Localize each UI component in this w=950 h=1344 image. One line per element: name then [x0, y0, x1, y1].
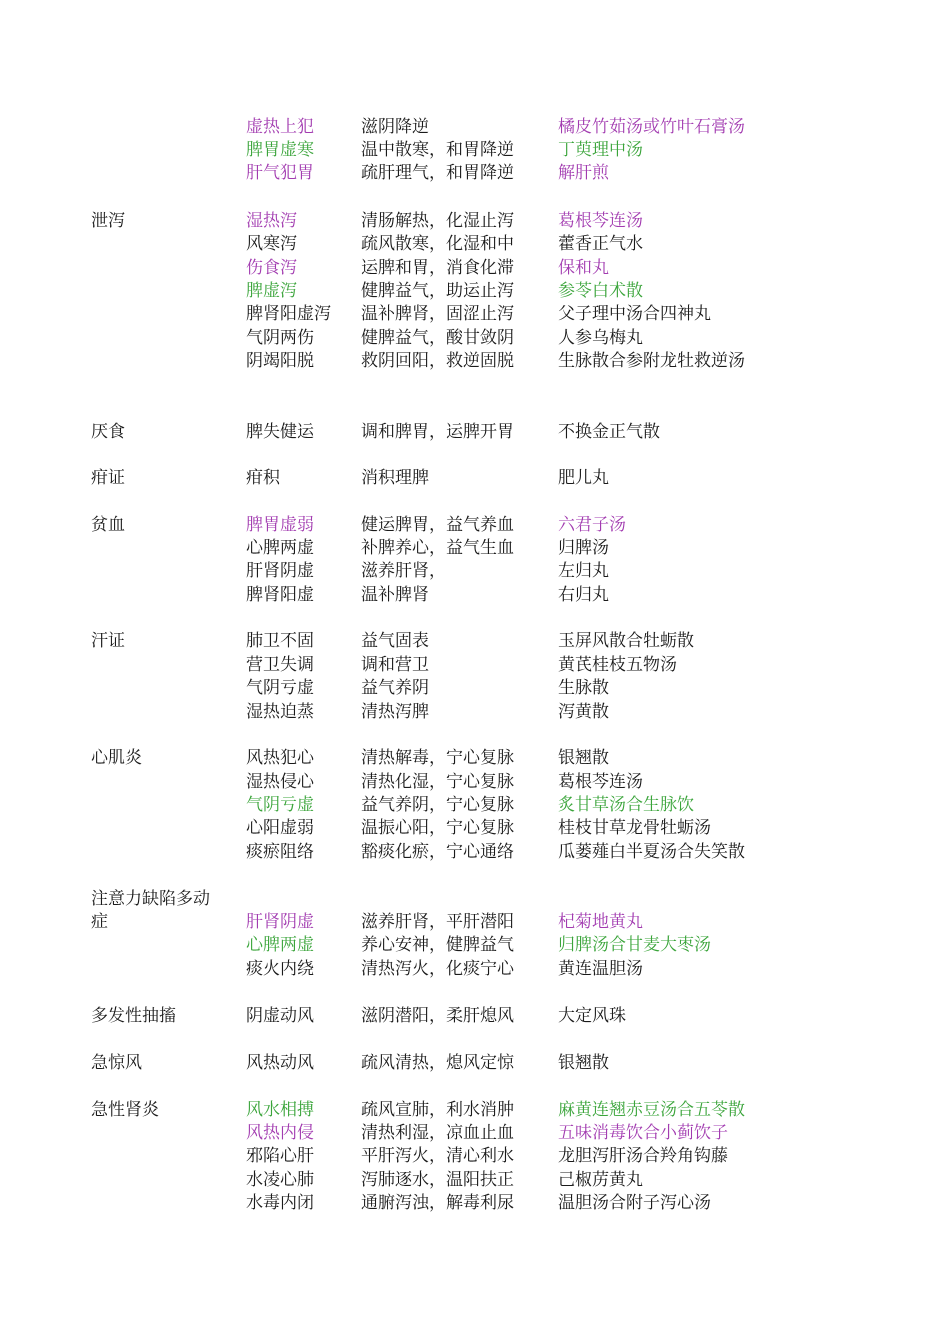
formula-name: 银翘散 [558, 1053, 609, 1073]
treatment-principle: 健脾益气，助运止泻 [361, 281, 514, 301]
table-row [0, 771, 950, 794]
formula-name: 参苓白术散 [558, 281, 643, 301]
disease-name: 急性肾炎 [91, 1100, 159, 1120]
treatment-principle: 救阴回阳，救逆固脱 [361, 351, 514, 371]
table-row [0, 630, 950, 653]
table-row [0, 537, 950, 560]
syndrome-type: 疳积 [246, 468, 280, 488]
table-row [0, 1169, 950, 1192]
syndrome-type: 风热动风 [246, 1053, 314, 1073]
syndrome-type: 湿热迫蒸 [246, 702, 314, 722]
syndrome-type: 阴虚动风 [246, 1006, 314, 1026]
syndrome-type: 心阳虚弱 [246, 818, 314, 838]
syndrome-type: 脾胃虚弱 [246, 515, 314, 535]
syndrome-type: 肺卫不固 [246, 631, 314, 651]
formula-name: 桂枝甘草龙骨牡蛎汤 [558, 818, 711, 838]
formula-name: 龙胆泻肝汤合羚角钩藤 [558, 1146, 728, 1166]
table-row [0, 817, 950, 840]
table-row [0, 1099, 950, 1122]
table-row [0, 958, 950, 981]
syndrome-type: 脾失健运 [246, 422, 314, 442]
syndrome-type: 气阴亏虚 [246, 795, 314, 815]
treatment-principle: 泻肺逐水，温阳扶正 [361, 1170, 514, 1190]
table-row [0, 1145, 950, 1168]
formula-name: 六君子汤 [558, 515, 626, 535]
treatment-principle: 疏风散寒，化湿和中 [361, 234, 514, 254]
syndrome-type: 湿热侵心 [246, 772, 314, 792]
table-row [0, 162, 950, 185]
table-row [0, 701, 950, 724]
table-row [0, 654, 950, 677]
formula-name: 右归丸 [558, 585, 609, 605]
treatment-principle: 滋养肝肾， [361, 561, 446, 581]
treatment-principle: 益气养阴，宁心复脉 [361, 795, 514, 815]
table-row [0, 421, 950, 444]
formula-name: 麻黄连翘赤豆汤合五苓散 [558, 1100, 745, 1120]
formula-name: 银翘散 [558, 748, 609, 768]
table-row [0, 747, 950, 770]
syndrome-type: 风热犯心 [246, 748, 314, 768]
table-row [0, 841, 950, 864]
syndrome-type: 虚热上犯 [246, 117, 314, 137]
treatment-principle: 健运脾胃，益气养血 [361, 515, 514, 535]
syndrome-type: 营卫失调 [246, 655, 314, 675]
table-row [0, 584, 950, 607]
table-row [0, 116, 950, 139]
syndrome-type: 痰瘀阻络 [246, 842, 314, 862]
syndrome-type: 肝气犯胃 [246, 163, 314, 183]
table-row [0, 888, 950, 911]
syndrome-type: 阴竭阳脱 [246, 351, 314, 371]
treatment-principle: 滋阴潜阳，柔肝熄风 [361, 1006, 514, 1026]
formula-name: 藿香正气水 [558, 234, 643, 254]
table-row [0, 1192, 950, 1215]
table-row [0, 139, 950, 162]
formula-name: 橘皮竹茹汤或竹叶石膏汤 [558, 117, 745, 137]
table-row [0, 911, 950, 934]
treatment-principle: 温振心阳，宁心复脉 [361, 818, 514, 838]
treatment-principle: 豁痰化瘀，宁心通络 [361, 842, 514, 862]
treatment-principle: 平肝泻火，清心利水 [361, 1146, 514, 1166]
disease-name: 泄泻 [91, 211, 125, 231]
table-row [0, 467, 950, 490]
table-row [0, 560, 950, 583]
table-row [0, 233, 950, 256]
formula-name: 玉屏风散合牡蛎散 [558, 631, 694, 651]
treatment-principle: 滋阴降逆 [361, 117, 429, 137]
formula-name: 炙甘草汤合生脉饮 [558, 795, 694, 815]
syndrome-type: 气阴亏虚 [246, 678, 314, 698]
treatment-principle: 清肠解热，化湿止泻 [361, 211, 514, 231]
treatment-principle: 消积理脾 [361, 468, 429, 488]
formula-name: 大定风珠 [558, 1006, 626, 1026]
disease-name: 贫血 [91, 515, 125, 535]
syndrome-type: 气阴两伤 [246, 328, 314, 348]
table-row [0, 257, 950, 280]
disease-name: 急惊风 [91, 1053, 142, 1073]
syndrome-type: 脾胃虚寒 [246, 140, 314, 160]
syndrome-type: 肝肾阴虚 [246, 561, 314, 581]
table-row [0, 280, 950, 303]
syndrome-type: 肝肾阴虚 [246, 912, 314, 932]
table-row [0, 677, 950, 700]
treatment-principle: 疏风清热，熄风定惊 [361, 1053, 514, 1073]
treatment-principle: 调和营卫 [361, 655, 429, 675]
formula-name: 生脉散合参附龙牡救逆汤 [558, 351, 745, 371]
treatment-principle: 清热解毒，宁心复脉 [361, 748, 514, 768]
formula-name: 泻黄散 [558, 702, 609, 722]
formula-name: 父子理中汤合四神丸 [558, 304, 711, 324]
disease-name: 心肌炎 [91, 748, 142, 768]
table-row [0, 1005, 950, 1028]
treatment-principle: 疏风宣肺，利水消肿 [361, 1100, 514, 1120]
syndrome-type: 痰火内绕 [246, 959, 314, 979]
table-row [0, 794, 950, 817]
syndrome-type: 邪陷心肝 [246, 1146, 314, 1166]
formula-name: 葛根芩连汤 [558, 211, 643, 231]
syndrome-type: 水凌心肺 [246, 1170, 314, 1190]
syndrome-type: 脾肾阳虚泻 [246, 304, 331, 324]
table-row [0, 934, 950, 957]
treatment-principle: 清热利湿，凉血止血 [361, 1123, 514, 1143]
syndrome-type: 脾虚泻 [246, 281, 297, 301]
formula-name: 保和丸 [558, 258, 609, 278]
syndrome-type: 风寒泻 [246, 234, 297, 254]
syndrome-type: 风水相搏 [246, 1100, 314, 1120]
disease-name: 症 [91, 912, 108, 932]
treatment-principle: 补脾养心，益气生血 [361, 538, 514, 558]
formula-name: 葛根芩连汤 [558, 772, 643, 792]
treatment-principle: 温补脾肾 [361, 585, 429, 605]
formula-name: 不换金正气散 [558, 422, 660, 442]
formula-name: 杞菊地黄丸 [558, 912, 643, 932]
formula-name: 左归丸 [558, 561, 609, 581]
disease-name: 多发性抽搐 [91, 1006, 176, 1026]
treatment-principle: 疏肝理气，和胃降逆 [361, 163, 514, 183]
formula-name: 肥儿丸 [558, 468, 609, 488]
formula-name: 丁萸理中汤 [558, 140, 643, 160]
formula-name: 人参乌梅丸 [558, 328, 643, 348]
treatment-principle: 滋养肝肾，平肝潜阳 [361, 912, 514, 932]
treatment-principle: 运脾和胃，消食化滞 [361, 258, 514, 278]
formula-name: 黄连温胆汤 [558, 959, 643, 979]
table-row [0, 303, 950, 326]
treatment-principle: 健脾益气，酸甘敛阴 [361, 328, 514, 348]
formula-name: 五味消毒饮合小蓟饮子 [558, 1123, 728, 1143]
treatment-principle: 清热泻脾 [361, 702, 429, 722]
syndrome-type: 伤食泻 [246, 258, 297, 278]
treatment-principle: 清热化湿，宁心复脉 [361, 772, 514, 792]
treatment-principle: 益气固表 [361, 631, 429, 651]
table-row [0, 350, 950, 373]
disease-name: 疳证 [91, 468, 125, 488]
syndrome-type: 脾肾阳虚 [246, 585, 314, 605]
syndrome-type: 心脾两虚 [246, 538, 314, 558]
table-row [0, 514, 950, 537]
table-row [0, 327, 950, 350]
formula-name: 瓜蒌薤白半夏汤合失笑散 [558, 842, 745, 862]
syndrome-type: 风热内侵 [246, 1123, 314, 1143]
syndrome-type: 湿热泻 [246, 211, 297, 231]
table-row [0, 210, 950, 233]
table-row [0, 1052, 950, 1075]
syndrome-type: 水毒内闭 [246, 1193, 314, 1213]
treatment-principle: 养心安神，健脾益气 [361, 935, 514, 955]
formula-name: 温胆汤合附子泻心汤 [558, 1193, 711, 1213]
treatment-principle: 调和脾胃，运脾开胃 [361, 422, 514, 442]
formula-name: 己椒苈黄丸 [558, 1170, 643, 1190]
formula-name: 生脉散 [558, 678, 609, 698]
treatment-principle: 温中散寒，和胃降逆 [361, 140, 514, 160]
formula-name: 归脾汤 [558, 538, 609, 558]
formula-name: 黄芪桂枝五物汤 [558, 655, 677, 675]
treatment-principle: 温补脾肾，固涩止泻 [361, 304, 514, 324]
syndrome-type: 心脾两虚 [246, 935, 314, 955]
formula-name: 归脾汤合甘麦大枣汤 [558, 935, 711, 955]
disease-name: 注意力缺陷多动 [91, 889, 210, 909]
treatment-principle: 清热泻火，化痰宁心 [361, 959, 514, 979]
treatment-principle: 通腑泻浊，解毒利尿 [361, 1193, 514, 1213]
disease-name: 汗证 [91, 631, 125, 651]
disease-name: 厌食 [91, 422, 125, 442]
table-row [0, 1122, 950, 1145]
formula-name: 解肝煎 [558, 163, 609, 183]
treatment-principle: 益气养阴 [361, 678, 429, 698]
